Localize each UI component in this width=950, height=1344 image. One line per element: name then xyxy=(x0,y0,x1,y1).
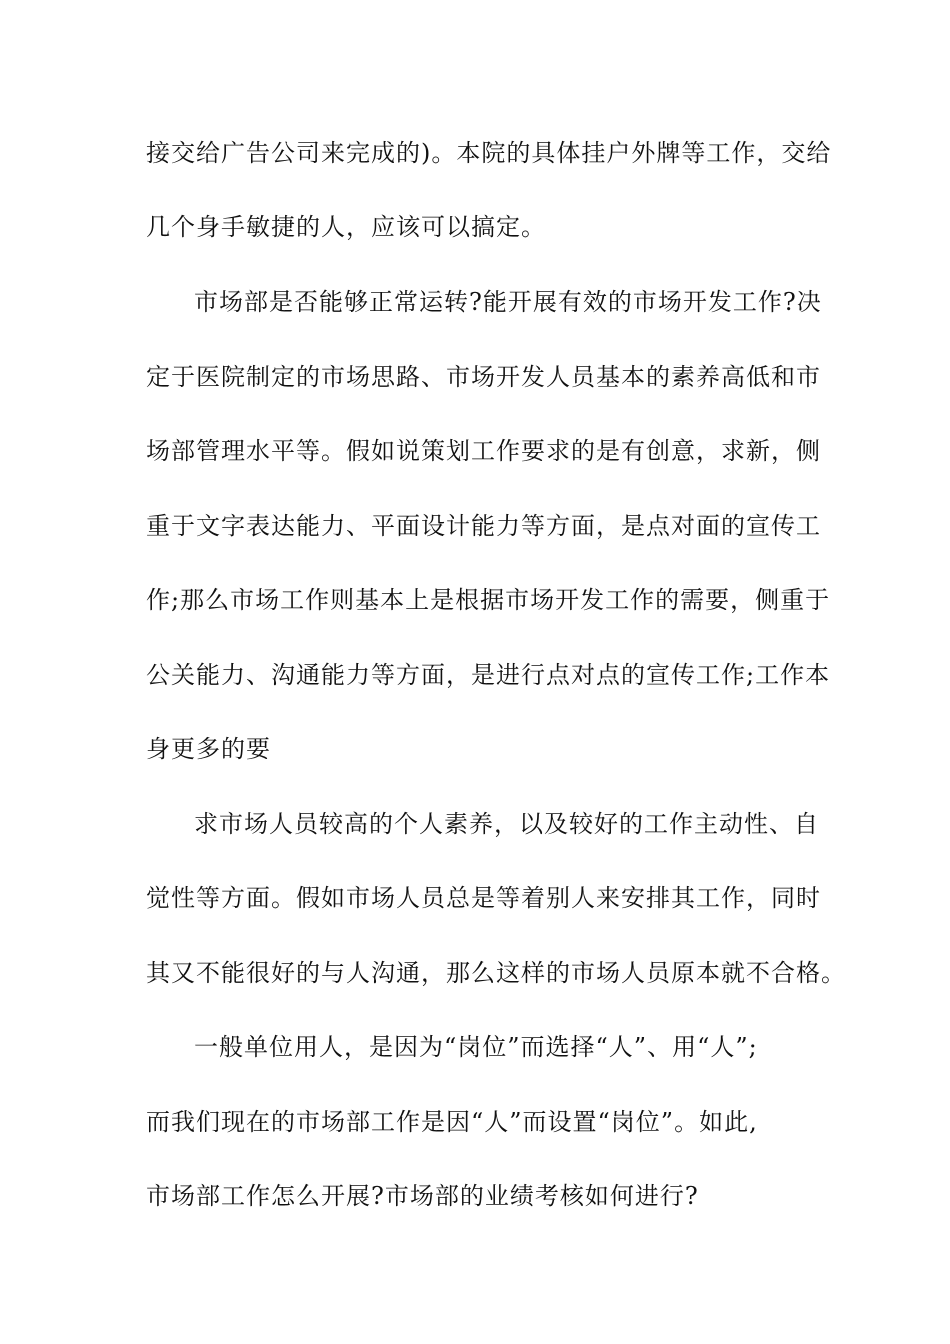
text-line: 身更多的要 xyxy=(146,735,271,763)
text-line: 其又不能很好的与人沟通，那么这样的市场人员原本就不合格。 xyxy=(146,959,846,987)
text-line: 作;那么市场工作则基本上是根据市场开发工作的需要，侧重于 xyxy=(146,586,831,614)
text-line: 重于文字表达能力、平面设计能力等方面，是点对面的宣传工 xyxy=(146,512,821,540)
text-line: 几个身手敏捷的人，应该可以搞定。 xyxy=(146,213,546,241)
text-line: 场部管理水平等。假如说策划工作要求的是有创意，求新，侧 xyxy=(146,437,821,465)
text-line: 市场部工作怎么开展?市场部的业绩考核如何进行? xyxy=(146,1182,699,1210)
paragraph-first-line: 市场部是否能够正常运转?能开展有效的市场开发工作?决 xyxy=(194,288,822,316)
text-line: 定于医院制定的市场思路、市场开发人员基本的素养高低和市 xyxy=(146,363,821,391)
paragraph-first-line: 一般单位用人，是因为“岗位”而选择“人”、用“人”; xyxy=(194,1033,758,1061)
text-line: 而我们现在的市场部工作是因“人”而设置“岗位”。如此, xyxy=(146,1108,758,1136)
text-line: 觉性等方面。假如市场人员总是等着别人来安排其工作，同时 xyxy=(146,884,821,912)
text-line: 公关能力、沟通能力等方面，是进行点对点的宣传工作;工作本 xyxy=(146,661,831,689)
paragraph-first-line: 求市场人员较高的个人素养，以及较好的工作主动性、自 xyxy=(194,810,819,838)
text-line: 接交给广告公司来完成的)。本院的具体挂户外牌等工作，交给 xyxy=(146,139,832,167)
